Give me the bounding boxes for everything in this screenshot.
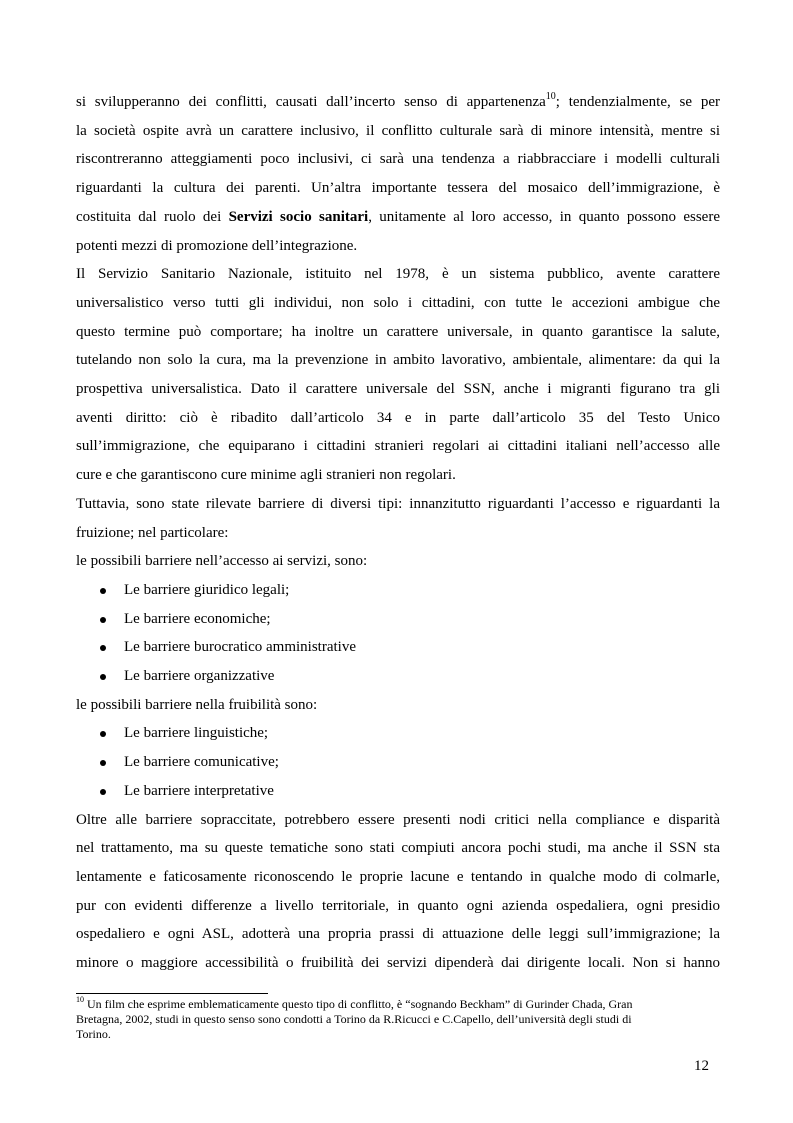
access-barriers-intro: le possibili barriere nell’accesso ai servizi, sono:: [76, 553, 368, 570]
footnote-line: Bretagna, 2002, studi in questo senso sono condotti a Torino da R.Ricucci e C.Capello, dell’università degli studi di: [76, 1012, 632, 1026]
footnote: [76, 997, 720, 1042]
page-number: 12: [694, 1058, 709, 1074]
paragraph-2: [76, 260, 720, 490]
text-line: tutelando non solo la cura, ma la prevenzione in ambito lavorativo, ambientale, alimentare: da qui la: [76, 352, 720, 369]
list-item: [76, 633, 720, 662]
text-line: questo termine può comportare; ha inoltre un carattere universale, in quanto garantisce la salute,: [76, 323, 720, 340]
list-item: [76, 719, 720, 748]
footnote-text: Un film che esprime emblematicamente questo tipo di conflitto, è “sognando Beckham” di Gurinder Chada, Gran: [84, 997, 633, 1011]
usability-barriers-list: [76, 719, 720, 805]
bullet-icon: [100, 617, 106, 623]
text-line: ospedaliero e ogni ASL, adotterà una propria prassi di attuazione delle leggi sull’immigrazione; la: [76, 926, 720, 943]
text-line: minore o maggiore accessibilità o fruibilità dei servizi dipenderà dai dirigente locali. Non si hanno: [76, 955, 720, 972]
footnote-line: [76, 997, 720, 1012]
text-line: Il Servizio Sanitario Nazionale, istituito nel 1978, è un sistema pubblico, avente carattere: [76, 266, 720, 283]
usability-barriers-intro: le possibili barriere nella fruibilità sono:: [76, 696, 318, 713]
text-line: pur con evidenti differenze a livello territoriale, in quanto ogni azienda ospedaliera, ogni presidio: [76, 897, 720, 914]
text-line: riguardanti la cultura dei parenti. Un’altra importante tessera del mosaico dell’immigrazione, è: [76, 180, 720, 197]
footnote-ref[interactable]: 10: [545, 91, 556, 102]
bullet-icon: [100, 588, 106, 594]
list-item: [76, 605, 720, 634]
footnote-line: Torino.: [76, 1027, 111, 1041]
list-item-label: Le barriere comunicative;: [124, 754, 279, 771]
paragraph-1: [76, 88, 720, 260]
text-line: nel trattamento, ma su queste tematiche sono stati compiuti ancora pochi studi, ma anche il SSN sta: [76, 840, 720, 857]
list-item: [76, 576, 720, 605]
list-item: [76, 662, 720, 691]
text-line: prospettiva universalistica. Dato il carattere universale del SSN, anche i migranti figurano tra gli: [76, 381, 720, 398]
access-barriers-list: [76, 576, 720, 691]
footnote-separator: [76, 993, 268, 994]
list-item-label: Le barriere linguistiche;: [124, 725, 269, 742]
text-line: Tuttavia, sono state rilevate barriere di diversi tipi: innanzitutto riguardanti l’accesso e riguardanti la: [76, 495, 720, 512]
text-line: Oltre alle barriere sopraccitate, potrebbero essere presenti nodi critici nella compliance e disparità: [76, 811, 720, 828]
list-item-label: Le barriere interpretative: [124, 782, 274, 799]
bold-term: Servizi socio sanitari: [228, 208, 369, 225]
text-run: , unitamente al loro accesso, in quanto possono essere: [368, 208, 720, 225]
text-line: la società ospite avrà un carattere inclusivo, il conflitto culturale sarà di minore intensità, mentre si: [76, 122, 720, 139]
text-run: si svilupperanno dei conflitti, causati dall’incerto senso di appartenenza: [76, 94, 546, 110]
list-item: [76, 748, 720, 777]
text-run: costituita dal ruolo dei: [76, 208, 229, 225]
text-line: fruizione; nel particolare:: [76, 524, 229, 541]
list-item-label: Le barriere organizzative: [124, 668, 275, 685]
text-line: cure e che garantiscono cure minime agli stranieri non regolari.: [76, 467, 456, 484]
text-line: sull’immigrazione, che equiparano i cittadini stranieri regolari ai cittadini italiani nell’accesso alle: [76, 438, 720, 455]
footnote-number: 10: [76, 995, 84, 1004]
text-run: ; tendenzialmente, se per: [555, 94, 720, 110]
text-line: [76, 203, 720, 232]
bullet-icon: [100, 760, 106, 766]
text-line: aventi diritto: ciò è ribadito dall’articolo 34 e in parte dall’articolo 35 del Testo Unico: [76, 409, 720, 426]
bullet-icon: [100, 731, 106, 737]
bullet-icon: [100, 645, 106, 651]
text-line: riscontreranno atteggiamenti poco inclusivi, ci sarà una tendenza a riabbracciare i modelli culturali: [76, 151, 720, 168]
list-item-label: Le barriere burocratico amministrative: [124, 639, 356, 656]
bullet-icon: [100, 789, 106, 795]
list-item: [76, 777, 720, 806]
paragraph-3: [76, 490, 720, 576]
paragraph-4: [76, 806, 720, 978]
list-item-label: Le barriere economiche;: [124, 610, 271, 627]
bullet-icon: [100, 674, 106, 680]
list-item-label: Le barriere giuridico legali;: [124, 581, 290, 598]
text-line: [76, 88, 720, 117]
text-line: lentamente e faticosamente riconoscendo le proprie lacune e tentando in qualche modo di colmarle,: [76, 868, 720, 885]
text-line: potenti mezzi di promozione dell’integrazione.: [76, 237, 358, 254]
text-line: universalistico verso tutti gli individui, non solo i cittadini, con tutte le accezioni ambigue che: [76, 294, 720, 311]
document-body: [76, 88, 720, 978]
